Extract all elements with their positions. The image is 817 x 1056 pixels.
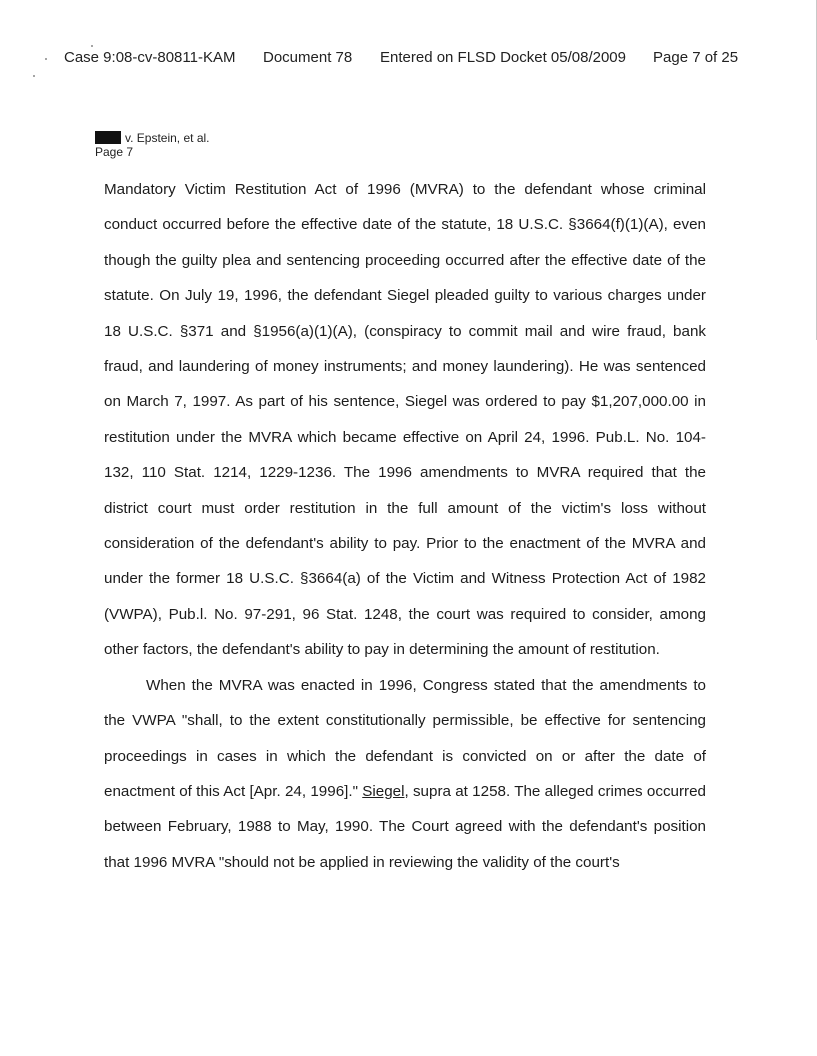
redaction-block bbox=[95, 131, 121, 144]
paragraph-text: , supra at 1258. The alleged crimes occurred between February, 1988 to May, 1990. The Court agreed with the defendant's position that 1996 MVRA "should not be applied in reviewing the validity of the court's bbox=[104, 782, 706, 871]
caption-page-label: Page 7 bbox=[95, 145, 134, 159]
document-number: Document 78 bbox=[263, 49, 353, 66]
caption-parties: v. Epstein, et al. bbox=[125, 131, 210, 145]
docket-entry-date: Entered on FLSD Docket 05/08/2009 bbox=[380, 49, 626, 66]
case-caption bbox=[95, 131, 210, 159]
paragraph: Mandatory Victim Restitution Act of 1996 (MVRA) to the defendant whose criminal conduct occurred before the effective date of the statute, 18 U.S.C. §3664(f)(1)(A), even though the guilty plea and sentencing proceeding occurred after the effective date of the statute. On July 19, 1996, the defendant Siegel pleaded guilty to various charges under 18 U.S.C. §371 and §1956(a)(1)(A), (conspiracy to commit mail and wire fraud, bank fraud, and laundering of money instruments; and money laundering). He was sentenced on March 7, 1997. As part of his sentence, Siegel was ordered to pay $1,207,000.00 in restitution under the MVRA which became effective on April 24, 1996. Pub.L. No. 104-132, 110 Stat. 1214, 1229-1236. The 1996 amendments to MVRA required that the district court must order restitution in the full amount of the victim's loss without consideration of the defendant's ability to pay. Prior to the enactment of the MVRA and under the former 18 U.S.C. §3664(a) of the Victim and Witness Protection Act of 1982 (VWPA), Pub.l. No. 97-291, 96 Stat. 1248, the court was required to consider, among other factors, the defendant's ability to pay in determining the amount of restitution. bbox=[104, 181, 706, 659]
page-count: Page 7 of 25 bbox=[653, 49, 739, 66]
scan-speck bbox=[91, 45, 93, 47]
paragraph-text: When the MVRA was enacted in 1996, Congress stated that the amendments to the VWPA "shall, to the extent constitutionally permissible, be effective for sentencing proceedings in cases in which the defendant is convicted on or after the date of enactment of this Act [Apr. 24, 1996]." bbox=[104, 676, 706, 800]
paragraph bbox=[104, 668, 706, 880]
docket-header bbox=[64, 49, 754, 69]
scan-speck bbox=[45, 58, 47, 60]
scan-speck bbox=[33, 75, 35, 77]
case-number: Case 9:08-cv-80811-KAM bbox=[64, 49, 236, 66]
case-citation: Siegel bbox=[362, 782, 405, 800]
document-body bbox=[104, 172, 706, 880]
